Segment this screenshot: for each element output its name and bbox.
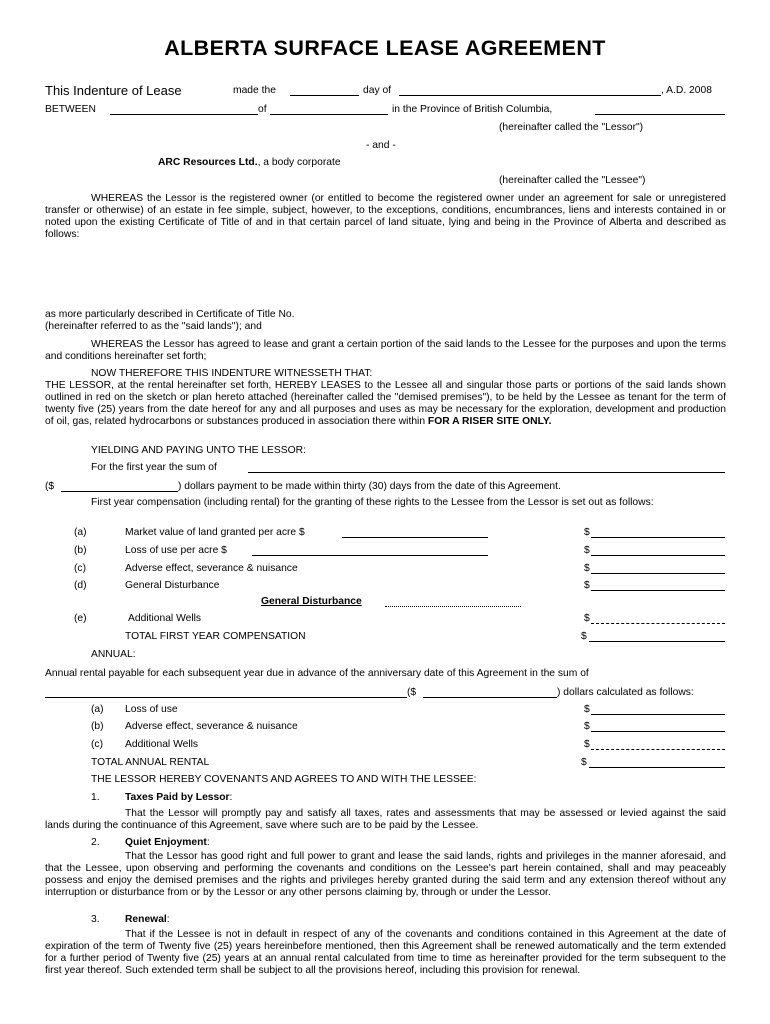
general-disturbance-heading: General Disturbance [261, 596, 362, 607]
market-value-per-acre-field[interactable] [342, 537, 488, 538]
lessee-desc: , a body corporate [257, 157, 341, 168]
dollars-payment-text: ) dollars payment to be made within thirty (30) days from the date of this Agreement. [178, 481, 561, 492]
made-the-label: made the [233, 85, 276, 96]
province-label: in the Province of British Columbia, [392, 104, 553, 115]
clause-number: 3. [91, 914, 100, 925]
dollar-sign: $ [584, 563, 590, 574]
year-label: , A.D. 2008 [661, 85, 712, 96]
and-label: - and - [366, 140, 396, 151]
clause-number: 1. [91, 792, 100, 803]
market-value-amount-field[interactable] [591, 537, 725, 538]
whereas-paragraph-2: WHEREAS the Lessor has agreed to lease and grant a certain portion of the said lands to the Lessee for the purposes and upon the terms and conditions hereinafter set forth; [45, 339, 726, 363]
dotted-leader [385, 606, 521, 607]
annual-loss-of-use-field[interactable] [591, 714, 725, 715]
total-annual-label: TOTAL ANNUAL RENTAL [91, 757, 210, 768]
total-first-year-label: TOTAL FIRST YEAR COMPENSATION [125, 631, 306, 642]
whereas-paragraph-1: WHEREAS the Lessor is the registered owner (or entitled to become the registered owner under an agreement for sale or unregistered transfer or otherwise) of an estate in fee simple, subject, however, to the exceptions, conditions, encumbrances, liens and interests contained in or noted upon the existing Certificate of Title of and in that certain parcel of land situate, lying and being in the Province of Alberta and described as follows: [45, 193, 726, 241]
annual-rental-amount-field[interactable] [423, 697, 557, 698]
document-page: ALBERTA SURFACE LEASE AGREEMENT This Indenture of Lease made the day of , A.D. 2008 BETWEEN of in the Province of British Columbia, (hereinafter called the "Lessor") - and - ARC Resources Ltd., a body corporate (hereinafter called the "Lessee") WHEREAS the Lessor is the registered owner (or entitled to become the registered owner under an agreement for sale or unregistered transfer or otherwise) of an estate in fee simple, subject, however, to the exceptions, conditions, encumbrances, liens and interests contained in or noted upon the existing Certificate of Title of and in that certain parcel of land situate, lying and being in the Province of Alberta and described as follows: as more particularly described in Certificate of Title No. (hereinafter referred to as the "said lands"); and WHEREAS the Lessor has agreed to lease and grant a certain portion of the said lands to the Lessee for the purposes and upon the terms and conditions hereinafter set forth; NOW THEREFORE THIS INDENTURE WITNESSETH THAT: THE LESSOR, at the rental hereinafter set forth, HEREBY LEASES to the Lessee all and singular those parts or portions of the said lands shown outlined in red on the sketch or plan hereto attached (hereinafter called the "demised premises"), to be held by the Lessee as tenant for the term of twenty five (25) years from the date hereof for any and all purposes and uses as may be necessary for the exploration, development and production of oil, gas, related hydrocarbons or substances produced in association there within FOR A RISER SITE ONLY. YIELDING AND PAYING UNTO THE LESSOR: For the first year the sum of ($ ) dollars payment to be made within thirty (30) days from the date of this Agreement. First year compensation (including rental) for the granting of these rights to the Lessee from the Lessor is set out as follows: (a) Market value of land granted per acre $ $ (b) Loss of use per acre $ $ (c) Adverse effect, severance & nuisance $ (d) General Disturbance $ General Disturbance (e) Additional Wells $ TOTAL FIRST YEAR COMPENSATION $ ANNUAL: Annual rental payable for each subsequent year due in advance of the anniversary date of this Agreement in the sum of ($ ) dollars calculated as follows: (a) Loss of use $ (b) Adverse effect, severance & nuisance $ (c) Additional Wells $ TOTAL ANNUAL RENTAL $ THE LESSOR HEREBY COVENANTS AND AGREES TO AND WITH THE LESSEE: 1. Taxes Paid by Lessor: That the Lessor will promptly pay and satisfy all taxes, rates and assessments that may be assessed or levied against the said lands during the continuance of this Agreement, save where such are to be paid by the Lessee. 2. Quiet Enjoyment: That the Lessor has good right and full power to grant and lease the said lands, rights and privileges in the manner aforesaid, and that the Lessee, upon observing and performing the covenants and conditions on the Lessee's part herein contained, shall and may peaceably possess and enjoy the demised premises and the rights and privileges hereby granted during the said term and any extension thereof without any interruption or disturbance from or by the Lessor or any other persons claiming by, through or under the Lessor. 3. Renewal: That if the Lessee is not in default in respect of any of the covenants and conditions contained in this Agreement at the date of expiration of the term of Twenty five (25) years hereinbefore mentioned, then this Agreement shall be renewed automatically and the term extended for a further period of Twenty five (25) years at an annual rental calculated from time to time as hereinafter provided for the term subsequent to the first year thereof. Such extended term shall be subject to all the provisions hereof, including this provision for renewal. [0, 0, 770, 1024]
day-of-label: day of [363, 85, 392, 96]
adverse-effect-amount-field[interactable] [591, 573, 725, 574]
comp-item-label: Loss of use per acre $ [125, 545, 227, 556]
dollar-sign: $ [584, 704, 590, 715]
annual-item-letter: (a) [91, 704, 104, 715]
first-year-sum-amount-field[interactable] [61, 491, 178, 492]
comp-item-label: Additional Wells [128, 613, 202, 624]
lessor-called-label: (hereinafter called the "Lessor") [499, 122, 644, 133]
annual-item-label: Additional Wells [125, 739, 199, 750]
lessee-name: ARC Resources Ltd. [158, 157, 258, 168]
clause-heading: Taxes Paid by Lessor [125, 792, 230, 803]
general-disturbance-amount-field[interactable] [591, 590, 725, 591]
date-day-field[interactable] [290, 95, 359, 96]
annual-additional-wells-field[interactable] [591, 749, 725, 750]
clause-heading: Quiet Enjoyment [125, 837, 207, 848]
clause-text: That the Lessor has good right and full power to grant and lease the said lands, rights and privileges in the manner aforesaid, and that the Lessee, upon observing and performing the covenants and conditions on the Lessee's part herein contained, shall and may peaceably possess and enjoy the demised premises and the rights and privileges hereby granted during the said term and any extension thereof without any interruption or disturbance from or by the Lessor or any other persons claiming by, through or under the Lessor. [45, 851, 726, 899]
witnesseth-text: NOW THEREFORE THIS INDENTURE WITNESSETH THAT: [91, 368, 373, 379]
date-month-field[interactable] [399, 95, 661, 96]
dollar-sign: $ [584, 739, 590, 750]
clause-heading: Renewal [125, 914, 167, 925]
dollar-sign: $ [584, 545, 590, 556]
title-no-text: as more particularly described in Certificate of Title No. [45, 309, 295, 320]
riser-site-text: FOR A RISER SITE ONLY. [427, 416, 552, 428]
annual-rental-text: Annual rental payable for each subsequent year due in advance of the anniversary date of this Agreement in the sum of [45, 668, 589, 679]
comp-item-label: Adverse effect, severance & nuisance [125, 563, 298, 574]
yielding-text: YIELDING AND PAYING UNTO THE LESSOR: [91, 445, 306, 456]
lessor-leases-text: THE LESSOR, at the rental hereinafter set forth, HEREBY LEASES to the Lessee all and singular those parts or portions of the said lands shown outlined in red on the sketch or plan hereto attached (hereinafter called the "demised premises"), to be held by the Lessee as tenant for the term of twenty five (25) years from the date hereof for any and all purposes and uses as may be necessary for the exploration, development and production of oil, gas, related hydrocarbons or substances produced in association there within [45, 380, 726, 428]
lessee-called-label: (hereinafter called the "Lessee") [499, 175, 646, 186]
first-compensation-text: First year compensation (including rental) for the granting of these rights to the Lessee from the Lessor is set out as follows: [91, 497, 654, 508]
annual-item-label: Loss of use [125, 704, 178, 715]
dollar-sign: $ [581, 757, 587, 768]
additional-wells-amount-field[interactable] [591, 623, 725, 624]
dollar-sign: $ [581, 631, 587, 642]
first-year-sum-label: For the first year the sum of [91, 462, 217, 473]
comp-item-letter: (c) [74, 563, 87, 574]
dollar-sign: $ [584, 580, 590, 591]
dollar-sign: $ [584, 613, 590, 624]
total-first-year-field[interactable] [589, 641, 725, 642]
annual-adverse-effect-field[interactable] [591, 731, 725, 732]
annual-heading: ANNUAL: [91, 649, 136, 660]
said-lands-text: (hereinafter referred to as the "said lands"); and [45, 321, 262, 332]
dollars-calculated-text: ) dollars calculated as follows: [557, 687, 694, 698]
loss-of-use-amount-field[interactable] [591, 555, 725, 556]
indenture-label: This Indenture of Lease [45, 83, 182, 98]
comp-item-label: Market value of land granted per acre $ [125, 527, 305, 538]
annual-rental-words-field[interactable] [45, 697, 407, 698]
annual-item-letter: (b) [91, 721, 104, 732]
dollar-sign: $ [584, 527, 590, 538]
lessor-leases-paragraph [45, 380, 726, 428]
dollar-open-label: ($ [45, 481, 55, 492]
comp-item-label: General Disturbance [125, 580, 220, 591]
dollar-open-label: ($ [407, 687, 417, 698]
annual-item-letter: (c) [91, 739, 104, 750]
lessor-name-field[interactable] [110, 114, 258, 115]
clause-text: That the Lessor will promptly pay and satisfy all taxes, rates and assessments that may be assessed or levied against the said lands during the continuance of this Agreement, save where such are to be paid by the Lessee. [45, 808, 726, 832]
between-label: BETWEEN [45, 104, 96, 115]
comp-item-letter: (e) [74, 613, 87, 624]
annual-item-label: Adverse effect, severance & nuisance [125, 721, 298, 732]
document-title: ALBERTA SURFACE LEASE AGREEMENT [164, 36, 606, 60]
clause-number: 2. [91, 837, 100, 848]
lessor-address-field[interactable] [270, 114, 388, 115]
clause-text: That if the Lessee is not in default in respect of any of the covenants and conditions contained in this Agreement at the date of expiration of the term of Twenty five (25) years hereinbefore mentioned, then this Agreement shall be renewed automatically and the term extended for a further period of Twenty five (25) years at an annual rental calculated from time to time as hereinafter provided for the term subsequent to the first year thereof. Such extended term shall be subject to all the provisions hereof, including this provision for renewal. [45, 929, 726, 977]
dollar-sign: $ [584, 721, 590, 732]
comp-item-letter: (a) [74, 527, 87, 538]
of-label: of [258, 104, 267, 115]
first-year-sum-words-field[interactable] [248, 472, 725, 473]
comp-item-letter: (d) [74, 580, 87, 591]
comp-item-letter: (b) [74, 545, 87, 556]
covenants-heading: THE LESSOR HEREBY COVENANTS AND AGREES TO AND WITH THE LESSEE: [91, 774, 477, 785]
loss-of-use-per-acre-field[interactable] [252, 555, 488, 556]
lessor-postal-field[interactable] [595, 114, 725, 115]
total-annual-field[interactable] [589, 767, 725, 768]
